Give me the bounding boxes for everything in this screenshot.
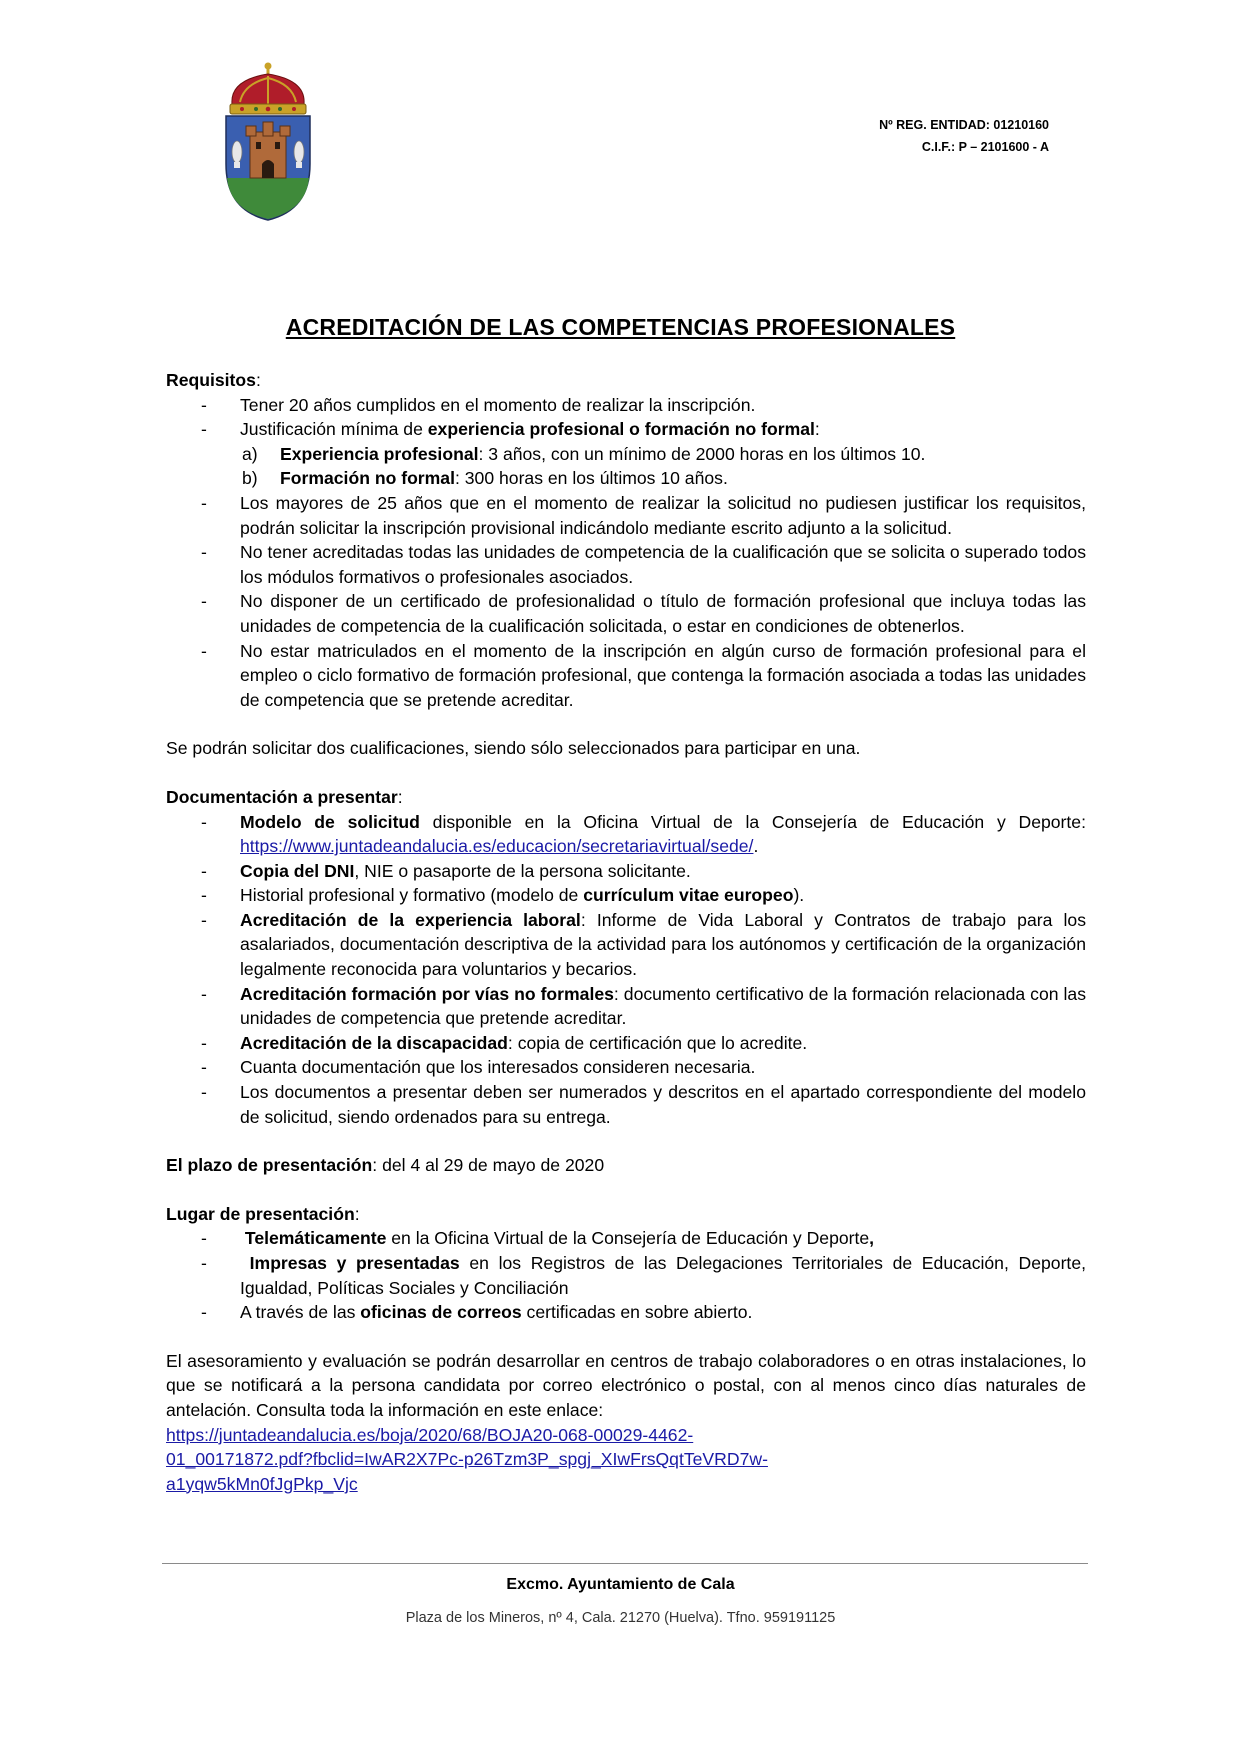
list-item: - Modelo de solicitud disponible en la Oficina Virtual de la Consejería de Educación y Deporte: https://www.juntadeandalucia.es/educacion/secretariavirtual/sede/. — [166, 810, 1086, 859]
sede-link[interactable]: https://www.juntadeandalucia.es/educacion/secretariavirtual/sede/ — [240, 836, 754, 857]
reg-entidad: Nº REG. ENTIDAD: 01210160 — [879, 118, 1049, 132]
list-item: - Telemáticamente en la Oficina Virtual de la Consejería de Educación y Deporte, — [166, 1226, 1086, 1251]
document-body — [166, 368, 1086, 1496]
documentacion-list — [166, 810, 1086, 1130]
requisitos-sublist — [240, 442, 1086, 491]
list-item: - No estar matriculados en el momento de la inscripción en algún curso de formación profesional para el empleo o ciclo formativo de formación profesional, que contenga la formación asociada a todas las unidades de competencia que se pretende acreditar. — [166, 639, 1086, 713]
requisitos-heading: Requisitos: — [166, 370, 261, 390]
footer-divider — [162, 1563, 1088, 1564]
note-cualificaciones: Se podrán solicitar dos cualificaciones, siendo sólo seleccionados para participar en una. — [166, 738, 861, 759]
requisitos-list — [166, 393, 1086, 713]
lugar-heading: Lugar de presentación: — [166, 1203, 360, 1224]
list-item: - Tener 20 años cumplidos en el momento de realizar la inscripción. — [166, 393, 1086, 418]
boja-link-line[interactable]: https://juntadeandalucia.es/boja/2020/68/BOJA20-068-00029-4462- — [166, 1424, 694, 1445]
crown-icon — [230, 63, 306, 115]
page-title: ACREDITACIÓN DE LAS COMPETENCIAS PROFESIONALES — [285, 314, 956, 340]
footer-org: Excmo. Ayuntamiento de Cala — [506, 1576, 735, 1593]
list-item: - Cuanta documentación que los interesados consideren necesaria. — [166, 1055, 1086, 1080]
boja-link[interactable] — [166, 1423, 1086, 1497]
list-item: - No disponer de un certificado de profesionalidad o título de formación profesional que incluya todas las unidades de competencia de la cualificación solicitada, o estar en condiciones de obtenerlos. — [166, 589, 1086, 638]
list-item: - Acreditación formación por vías no formales: documento certificativo de la formación relacionada con las unidades de competencia que pretende acreditar. — [166, 982, 1086, 1031]
list-item: b) Formación no formal: 300 horas en los últimos 10 años. — [242, 468, 728, 489]
list-item: - Impresas y presentadas en los Registros de las Delegaciones Territoriales de Educación, Deporte, Igualdad, Políticas Sociales y Conciliación — [166, 1251, 1086, 1300]
boja-link-line[interactable]: a1yqw5kMn0fJgPkp_Vjc — [166, 1473, 358, 1494]
plazo-presentacion: El plazo de presentación: del 4 al 29 de mayo de 2020 — [166, 1155, 605, 1176]
list-item: - Copia del DNI, NIE o pasaporte de la persona solicitante. — [166, 859, 1086, 884]
asesoramiento-text: El asesoramiento y evaluación se podrán desarrollar en centros de trabajo colaboradores o en otras instalaciones, lo que se notificará a la persona candidata por correo electrónico o postal, con al menos cinco días naturales de antelación. Consulta toda la información en este enlace: — [166, 1350, 1086, 1420]
list-item: - A través de las oficinas de correos certificadas en sobre abierto. — [166, 1300, 1086, 1325]
lugar-list — [166, 1226, 1086, 1324]
coat-of-arms-icon — [222, 60, 314, 222]
cif: C.I.F.: P – 2101600 - A — [921, 140, 1049, 154]
footer-address: Plaza de los Mineros, nº 4, Cala. 21270 (Huelva). Tfno. 959191125 — [405, 1610, 836, 1626]
list-item: - Los documentos a presentar deben ser numerados y descritos en el apartado correspondiente del modelo de solicitud, siendo ordenados para su entrega. — [166, 1080, 1086, 1129]
list-item: a) Experiencia profesional: 3 años, con un mínimo de 2000 horas en los últimos 10. — [242, 443, 926, 464]
list-item: - Los mayores de 25 años que en el momento de realizar la solicitud no pudiesen justificar los requisitos, podrán solicitar la inscripción provisional indicándolo mediante escrito adjunto a la solicitud. — [166, 491, 1086, 540]
boja-link-line[interactable]: 01_00171872.pdf?fbclid=IwAR2X7Pc-p26Tzm3P_spgj_XIwFrsQqtTeVRD7w- — [166, 1449, 768, 1470]
list-item: - Acreditación de la experiencia laboral: Informe de Vida Laboral y Contratos de trabajo para los asalariados, documentación descriptiva de la actividad para los autónomos y certificación de la organización legalmente reconocida para voluntarios y becarios. — [166, 908, 1086, 982]
list-item: - Justificación mínima de experiencia profesional o formación no formal: a) Experiencia profesional: 3 años, con un mínimo de 2000 horas en los últimos 10. b) Formación no formal: 300 horas en los últimos 10 años. — [166, 417, 1086, 491]
documentacion-heading: Documentación a presentar: — [166, 786, 403, 807]
list-item: - Historial profesional y formativo (modelo de currículum vitae europeo). — [166, 883, 1086, 908]
list-item: - Acreditación de la discapacidad: copia de certificación que lo acredite. — [166, 1031, 1086, 1056]
list-item: - No tener acreditadas todas las unidades de competencia de la cualificación que se solicita o superado todos los módulos formativos o profesionales asociados. — [166, 540, 1086, 589]
entity-registration — [879, 114, 1049, 158]
